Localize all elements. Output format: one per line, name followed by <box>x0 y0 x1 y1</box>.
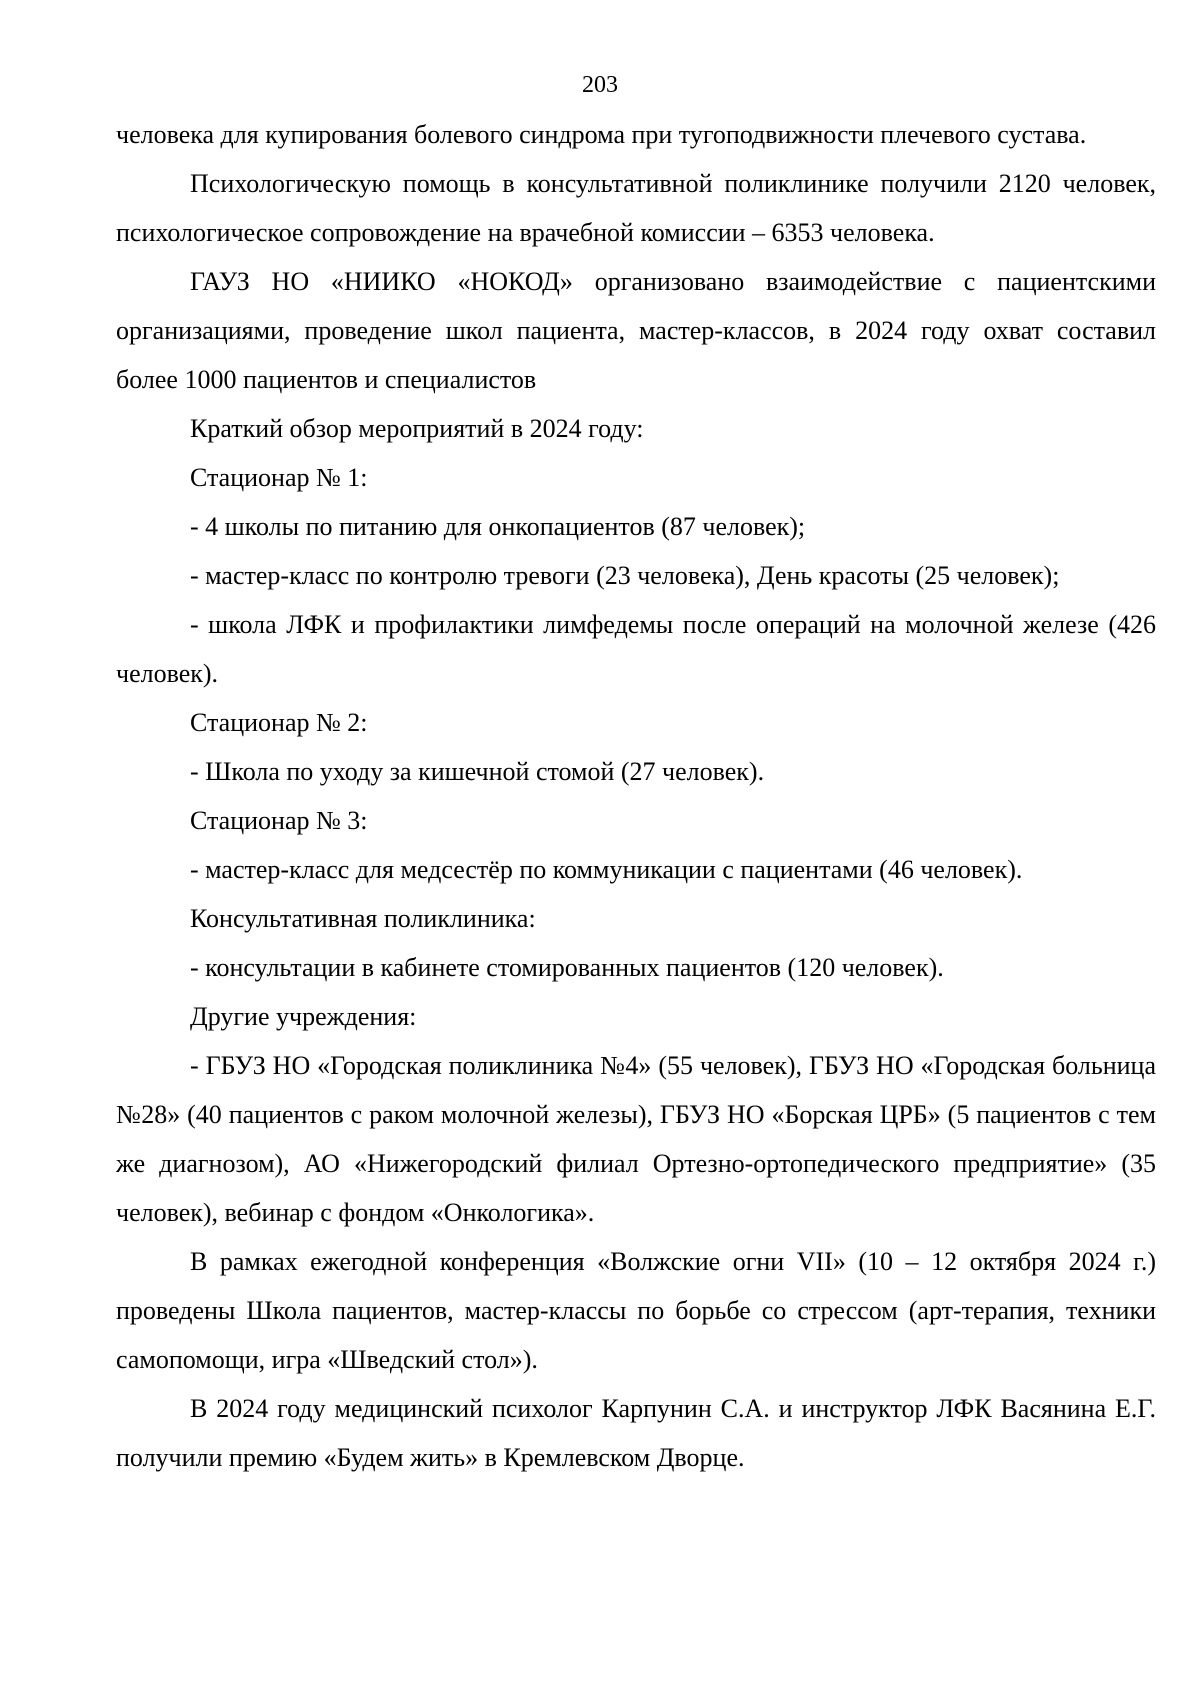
list-item: - мастер-класс для медсестёр по коммуникации с пациентами (46 человек). <box>190 855 1023 884</box>
section-heading-hospital-3: Стационар № 3: <box>190 806 368 835</box>
list-item: - школа ЛФК и профилактики лимфедемы после операций на молочной железе (426 человек). <box>116 610 1156 688</box>
list-item: - 4 школы по питанию для онкопациентов (87 человек); <box>190 512 806 541</box>
paragraph-psychological-help: Психологическую помощь в консультативной поликлинике получили 2120 человек, психологическое сопровождение на врачебной комиссии – 6353 человека. <box>116 169 1156 247</box>
paragraph-patient-organizations: ГАУЗ НО «НИИКО «НОКОД» организовано взаимодействие с пациентскими организациями, проведение школ пациента, мастер-классов, в 2024 году охват составил более 1000 пациентов и специалистов <box>116 267 1156 394</box>
paragraph-events-overview: Краткий обзор мероприятий в 2024 году: <box>190 414 644 443</box>
list-item: - мастер-класс по контролю тревоги (23 человека), День красоты (25 человек); <box>190 561 1060 590</box>
list-item: - Школа по уходу за кишечной стомой (27 человек). <box>190 757 765 786</box>
document-body <box>116 110 1156 1482</box>
paragraph-continuation: человека для купирования болевого синдрома при тугоподвижности плечевого сустава. <box>116 120 1087 149</box>
section-heading-consultative-clinic: Консультативная поликлиника: <box>190 904 536 933</box>
list-item: - ГБУЗ НО «Городская поликлиника №4» (55 человек), ГБУЗ НО «Городская больница №28» (40 пациентов с раком молочной железы), ГБУЗ НО «Борская ЦРБ» (5 пациентов с тем же диагнозом), АО «Нижегородский филиал Ортезно-ортопедического предприятие» (35 человек), вебинар с фондом «Онкологика». <box>116 1051 1156 1227</box>
section-heading-other-institutions: Другие учреждения: <box>190 1002 417 1031</box>
paragraph-conference: В рамках ежегодной конференция «Волжские огни VII» (10 – 12 октября 2024 г.) проведены Школа пациентов, мастер-классы по борьбе со стрессом (арт-терапия, техники самопомощи, игра «Шведский стол»). <box>116 1247 1156 1374</box>
page-number: 203 <box>582 72 618 98</box>
paragraph-award: В 2024 году медицинский психолог Карпунин С.А. и инструктор ЛФК Васянина Е.Г. получили премию «Будем жить» в Кремлевском Дворце. <box>116 1394 1156 1472</box>
list-item: - консультации в кабинете стомированных пациентов (120 человек). <box>190 953 944 982</box>
section-heading-hospital-1: Стационар № 1: <box>190 463 368 492</box>
section-heading-hospital-2: Стационар № 2: <box>190 708 368 737</box>
